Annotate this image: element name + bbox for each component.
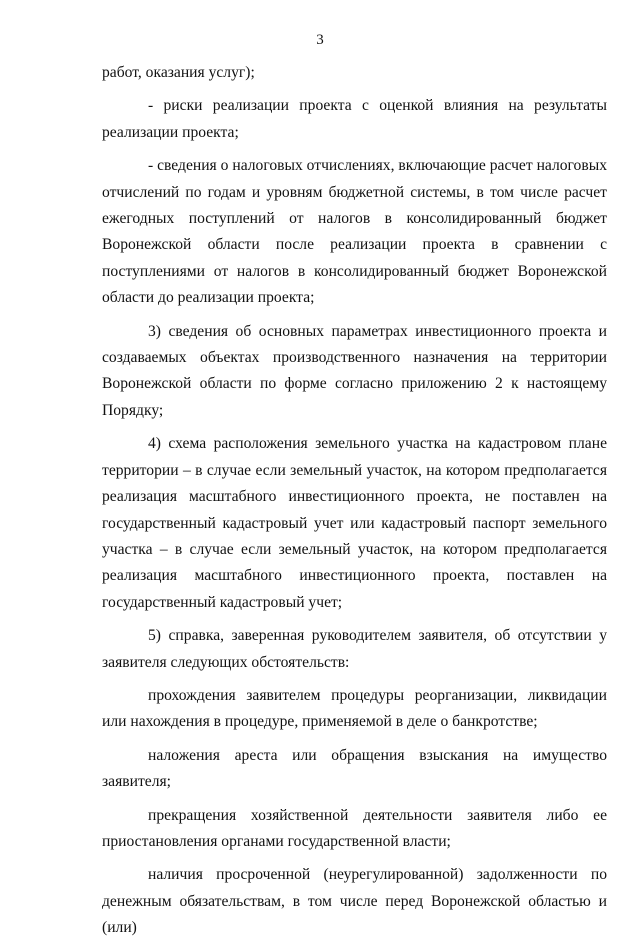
paragraph-debt: наличия просроченной (неурегулированной) задолженности по денежным обязательствам, в том числе перед Воронежской областью и (или) <box>102 866 607 937</box>
paragraph-tax-info: - сведения о налоговых отчислениях, включающие расчет налоговых отчислений по годам и уровням бюджетной системы, в том числе расчет ежегодных поступлений от налогов в консолидированный бюджет Воронежской области после реализации проекта в сравнении с поступлениями от налогов в консолидированный бюджет Воронежской области до реализации проекта; <box>102 157 607 307</box>
paragraph-continuation: работ, оказания услуг); <box>102 64 255 81</box>
document-body <box>102 60 607 949</box>
paragraph-reorganization: прохождения заявителем процедуры реорганизации, ликвидации или нахождения в процедуре, применяемой в деле о банкротстве; <box>102 686 607 731</box>
paragraph-risks: - риски реализации проекта с оценкой влияния на результаты реализации проекта; <box>102 97 607 141</box>
paragraph-arrest: наложения ареста или обращения взыскания на имущество заявителя; <box>102 746 607 791</box>
paragraph-termination: прекращения хозяйственной деятельности заявителя либо ее приостановления органами государственной власти; <box>102 806 607 850</box>
page-number: 3 <box>316 32 324 48</box>
paragraph-item-4: 4) схема расположения земельного участка на кадастровом плане территории – в случае если земельный участок, на котором предполагается реализация масштабного инвестиционного проекта, не поставлен на государственный кадастровый учет или кадастровый паспорт земельного участка – в случае если земельный участок, на котором предполагается реализация масштабного инвестиционного проекта, поставлен на государственный кадастровый учет; <box>102 435 607 611</box>
paragraph-item-5: 5) справка, заверенная руководителем заявителя, об отсутствии у заявителя следующих обстоятельств: <box>102 627 607 671</box>
paragraph-item-3: 3) сведения об основных параметрах инвестиционного проекта и создаваемых объектах производственного назначения на территории Воронежской области по форме согласно приложению 2 к настоящему Порядку; <box>102 322 607 419</box>
